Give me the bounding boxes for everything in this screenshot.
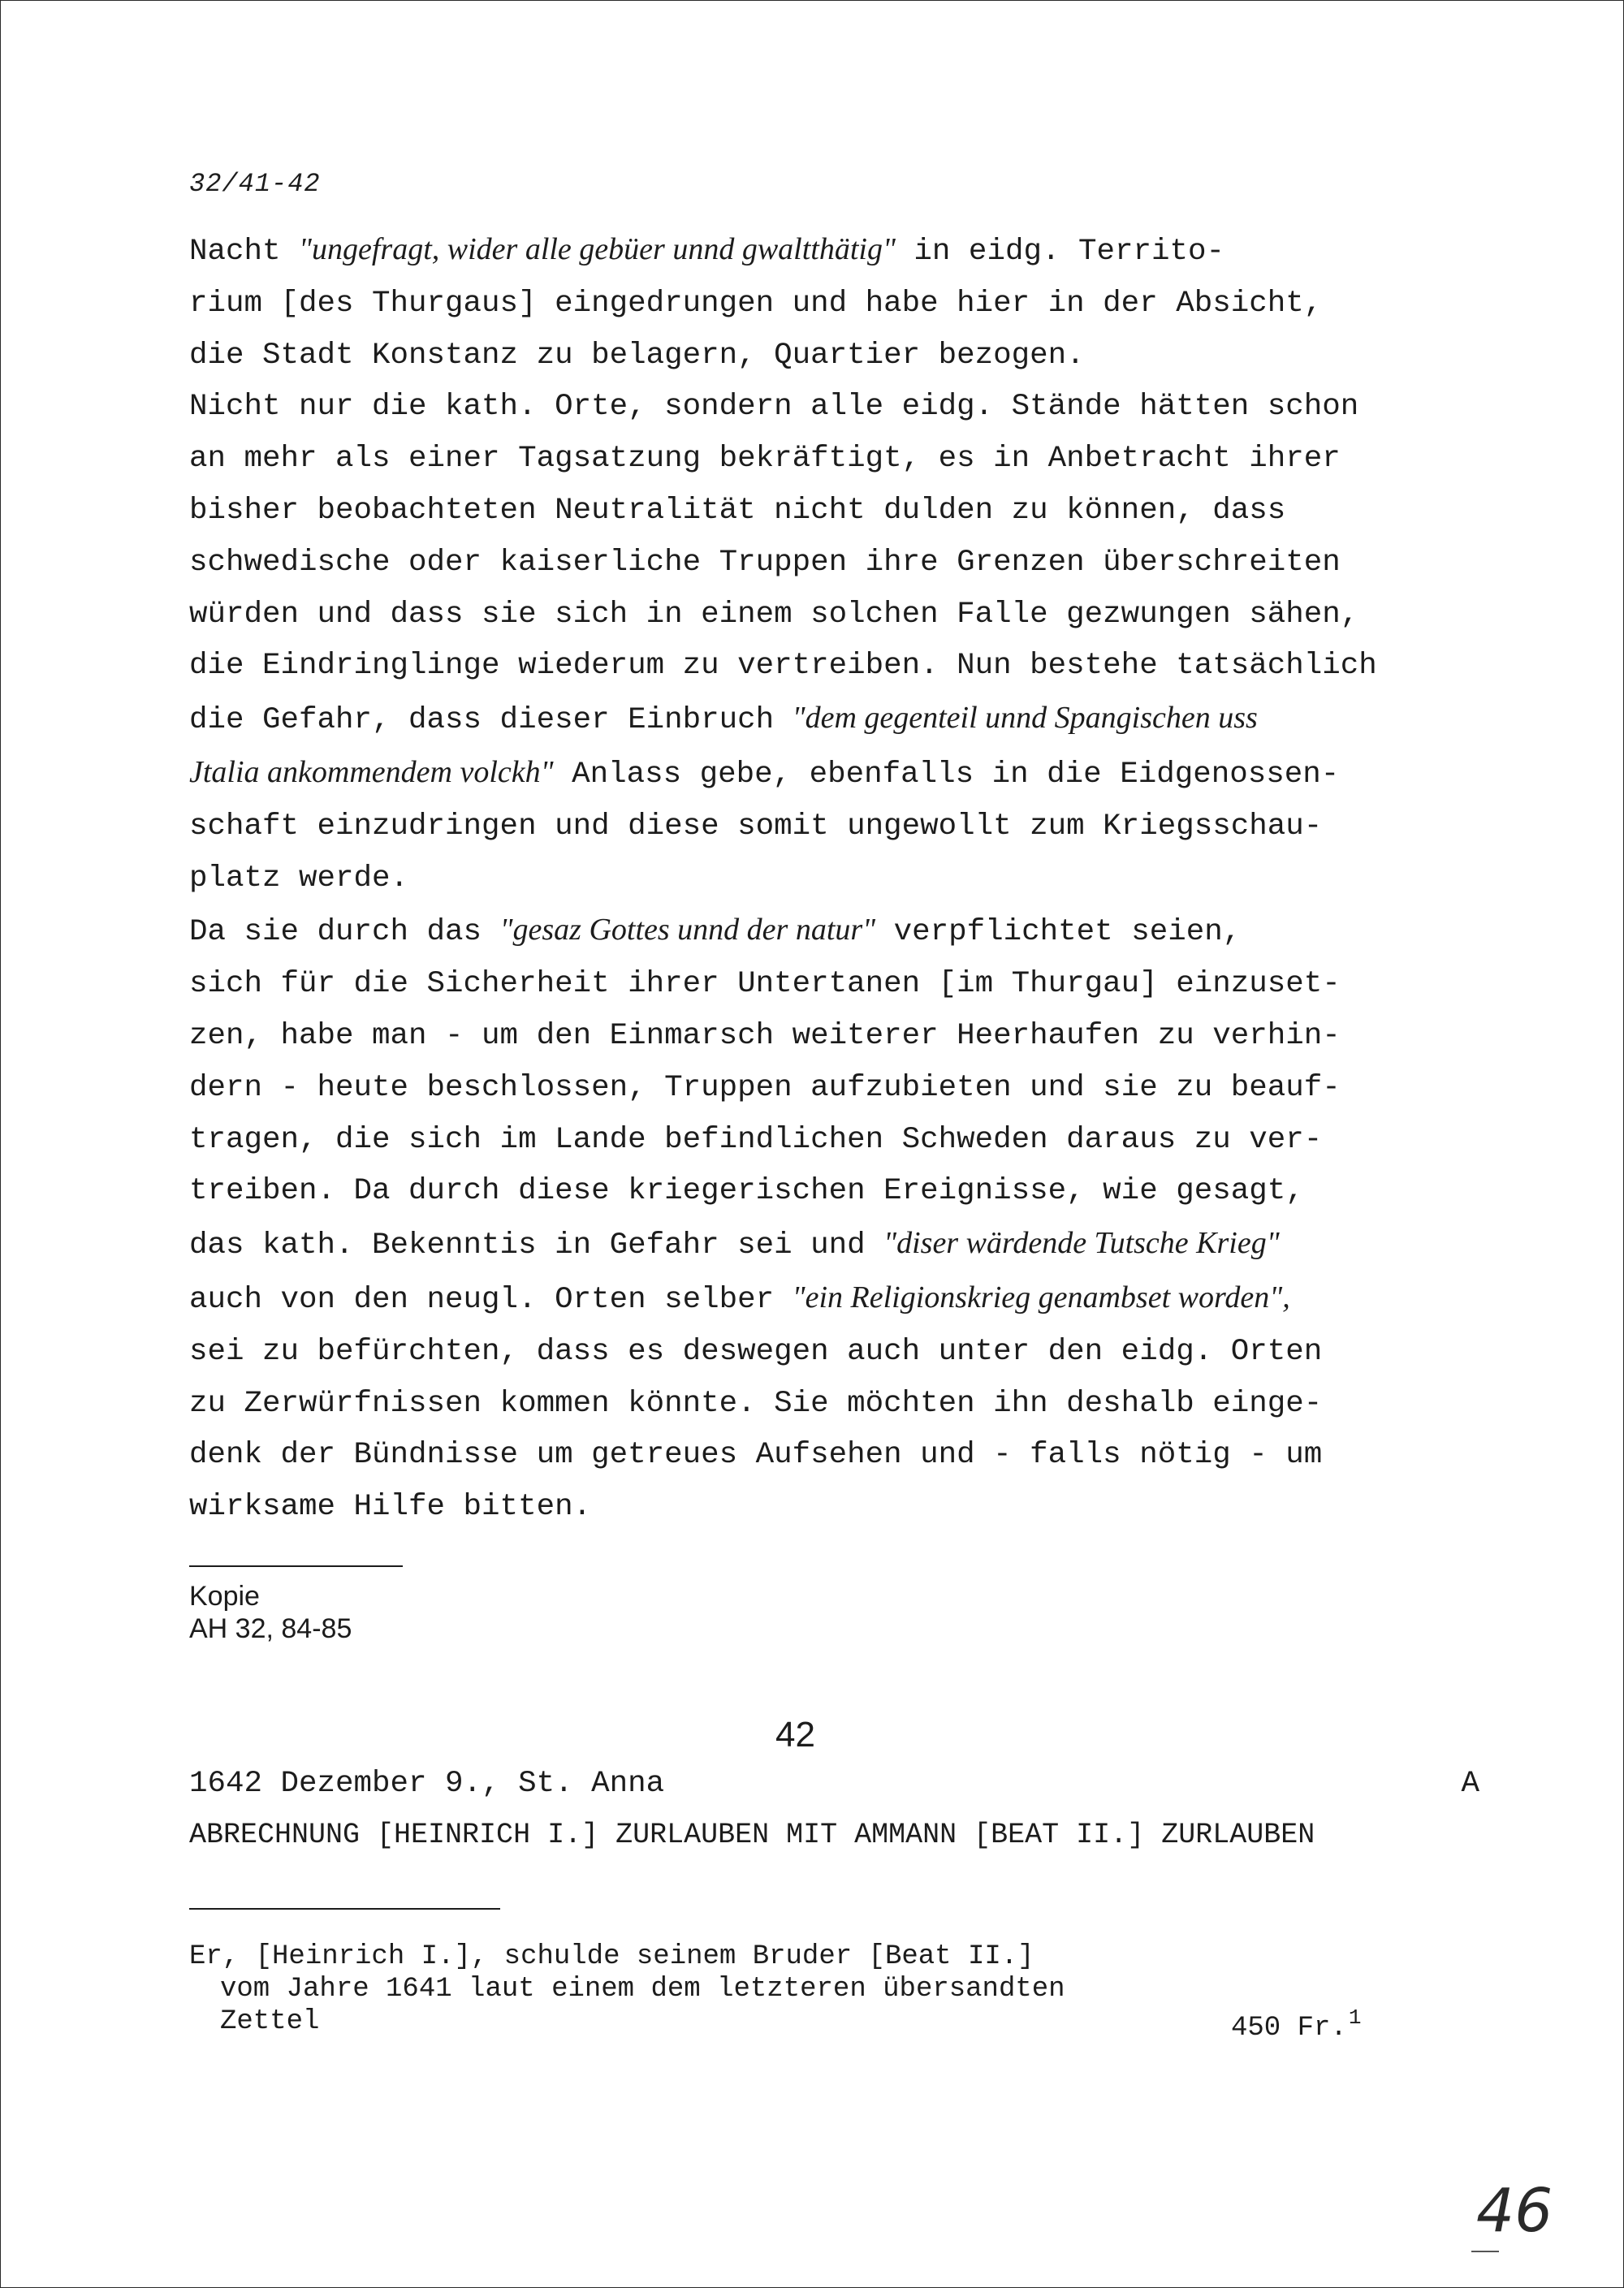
document-number: 42 — [775, 1715, 815, 1755]
text-line: wirksame Hilfe bitten. — [189, 1490, 592, 1525]
main-text — [189, 224, 1505, 1534]
quotation: "ungefragt, wider alle gebüer unnd gwaltthätig" — [299, 232, 896, 266]
text-run: verpflichtet seien, — [875, 915, 1242, 950]
document-title: ABRECHNUNG [HEINRICH I.] ZURLAUBEN MIT AMMANN [BEAT II.] ZURLAUBEN — [189, 1819, 1315, 1851]
document-date-place: 1642 Dezember 9., St. Anna — [189, 1767, 665, 1801]
source-note — [189, 1580, 352, 1645]
quotation: Jtalia ankommendem volckh" — [189, 754, 554, 789]
amount-value: 450 Fr. — [1231, 2013, 1347, 2044]
text-run: Da sie durch das — [189, 915, 500, 950]
text-line: die Stadt Konstanz zu belagern, Quartier bezogen. — [189, 338, 1085, 373]
page-number-dash — [1471, 2251, 1499, 2252]
text-line: an mehr als einer Tagsatzung bekräftigt, es in Anbetracht ihrer — [189, 442, 1341, 477]
page-number: 46 — [1476, 2176, 1553, 2246]
account-line: Er, [Heinrich I.], schulde seinem Bruder [Beat II.] — [189, 1941, 1034, 1972]
quotation: "ein Religionskrieg genambset worden", — [792, 1280, 1290, 1315]
text-line: denk der Bündnisse um getreues Aufsehen und - falls nötig - um — [189, 1438, 1323, 1473]
text-line: zu Zerwürfnissen kommen könnte. Sie möchten ihn deshalb einge- — [189, 1386, 1323, 1421]
text-run: auch von den neugl. Orten selber — [189, 1282, 793, 1317]
text-line: Nicht nur die kath. Orte, sondern alle eidg. Stände hätten schon — [189, 390, 1359, 425]
text-run: Anlass gebe, ebenfalls in die Eidgenossen- — [553, 757, 1340, 792]
quotation: "dem gegenteil unnd Spangischen uss — [792, 701, 1258, 736]
text-run: das kath. Bekenntis in Gefahr sei und — [189, 1228, 884, 1263]
text-run: die Gefahr, dass dieser Einbruch — [189, 703, 793, 738]
document-marker: A — [1461, 1767, 1479, 1801]
text-line: tragen, die sich im Lande befindlichen Schweden daraus zu ver- — [189, 1122, 1323, 1157]
source-kind: Kopie — [189, 1581, 260, 1612]
text-line: schwedische oder kaiserliche Truppen ihre Grenzen überschreiten — [189, 545, 1341, 580]
source-divider — [189, 1565, 403, 1567]
text-line — [189, 224, 1505, 278]
text-line: sich für die Sicherheit ihrer Untertanen [im Thurgau] einzuset- — [189, 967, 1341, 1002]
footnote-marker: 1 — [1348, 2005, 1362, 2030]
text-line — [189, 1272, 1505, 1327]
text-line — [189, 747, 1505, 801]
account-line: vom Jahre 1641 laut einem dem letzteren übersandten — [220, 1974, 1065, 2005]
text-line: die Eindringlinge wiederum zu vertreiben. Nun bestehe tatsächlich — [189, 649, 1377, 684]
text-line: schaft einzudringen und diese somit ungewollt zum Kriegsschau- — [189, 809, 1323, 844]
account-amount — [1231, 2005, 1361, 2044]
text-run: in eidg. Territo- — [895, 235, 1224, 269]
text-line — [189, 693, 1505, 747]
page-header-reference: 32/41-42 — [189, 169, 321, 199]
text-line: würden und dass sie sich in einem solchen Falle gezwungen sähen, — [189, 597, 1359, 632]
account-entry — [189, 1940, 1065, 2038]
text-line: dern - heute beschlossen, Truppen aufzubieten und sie zu beauf- — [189, 1070, 1341, 1105]
quotation: "gesaz Gottes unnd der natur" — [499, 913, 876, 948]
text-line: treiben. Da durch diese kriegerischen Ereignisse, wie gesagt, — [189, 1174, 1304, 1209]
account-line: Zettel — [220, 2006, 320, 2037]
text-run: Nacht — [189, 235, 300, 269]
source-reference: AH 32, 84-85 — [189, 1613, 352, 1644]
text-line: zen, habe man - um den Einmarsch weiterer Heerhaufen zu verhin- — [189, 1018, 1341, 1053]
text-line: bisher beobachteten Neutralität nicht dulden zu können, dass — [189, 493, 1286, 528]
text-line: sei zu befürchten, dass es deswegen auch unter den eidg. Orten — [189, 1334, 1323, 1369]
title-divider — [189, 1908, 500, 1910]
text-line — [189, 1218, 1505, 1272]
quotation: "diser wärdende Tutsche Krieg" — [883, 1226, 1280, 1261]
text-line: platz werde. — [189, 861, 409, 896]
text-line: rium [des Thurgaus] eingedrungen und habe hier in der Absicht, — [189, 286, 1323, 321]
text-line — [189, 904, 1505, 959]
